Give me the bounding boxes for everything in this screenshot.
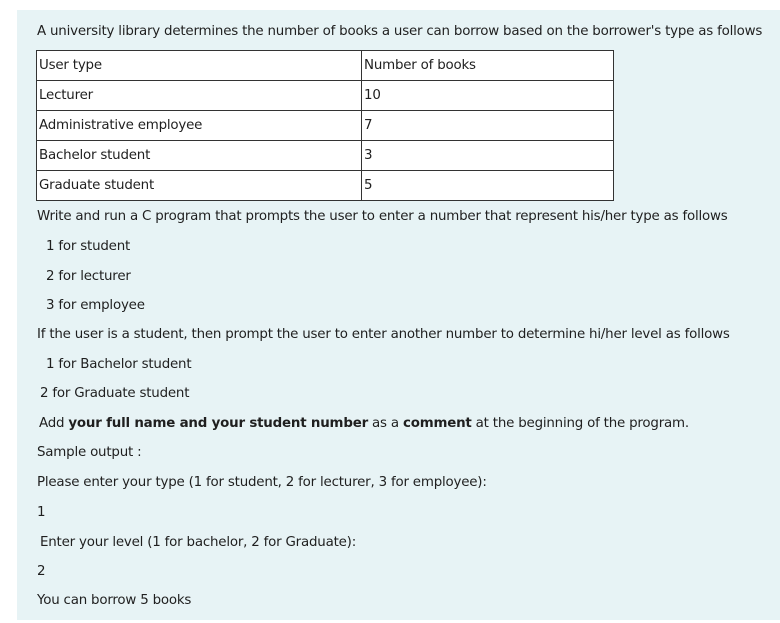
add-note-prefix: Add: [39, 416, 69, 431]
add-note-mid: as a: [367, 416, 403, 431]
sample-output-line: 2: [37, 564, 46, 579]
sample-output-line: You can borrow 5 books: [37, 593, 192, 608]
table-cell: Graduate student: [37, 171, 362, 201]
table-row: [37, 171, 614, 201]
books-table: [36, 50, 614, 201]
sample-output-line: Enter your level (1 for bachelor, 2 for Graduate):: [40, 535, 357, 550]
sample-output-line: Please enter your type (1 for student, 2 for lecturer, 3 for employee):: [37, 475, 487, 490]
table-cell: 10: [362, 81, 614, 111]
table-row: [37, 81, 614, 111]
sample-output-line: 1: [37, 505, 46, 520]
level-option: 2 for Graduate student: [40, 386, 190, 401]
table-cell: 3: [362, 141, 614, 171]
table-header-cell: Number of books: [362, 51, 614, 81]
add-note-suffix: at the beginning of the program.: [471, 416, 689, 431]
table-cell: 7: [362, 111, 614, 141]
level-option: 1 for Bachelor student: [46, 357, 192, 372]
table-cell: Administrative employee: [37, 111, 362, 141]
table-cell: 5: [362, 171, 614, 201]
task-text: Write and run a C program that prompts the user to enter a number that represent his/her type as follows: [37, 209, 728, 224]
sample-output-label: Sample output :: [37, 445, 142, 460]
intro-text: A university library determines the number of books a user can borrow based on the borrower's type as follows: [37, 24, 763, 39]
table-row: [37, 111, 614, 141]
table-row: [37, 141, 614, 171]
table-header-cell: User type: [37, 51, 362, 81]
table-header-row: [37, 51, 614, 81]
add-note-bold-name: your full name and your student number: [68, 416, 368, 431]
type-option: 2 for lecturer: [46, 269, 131, 284]
type-option: 1 for student: [46, 239, 131, 254]
table-cell: Bachelor student: [37, 141, 362, 171]
student-prompt-text: If the user is a student, then prompt the user to enter another number to determine hi/her level as follows: [37, 327, 730, 342]
table-cell: Lecturer: [37, 81, 362, 111]
add-note-text: [39, 415, 689, 433]
type-option: 3 for employee: [46, 298, 145, 313]
add-note-bold-comment: comment: [402, 416, 472, 431]
